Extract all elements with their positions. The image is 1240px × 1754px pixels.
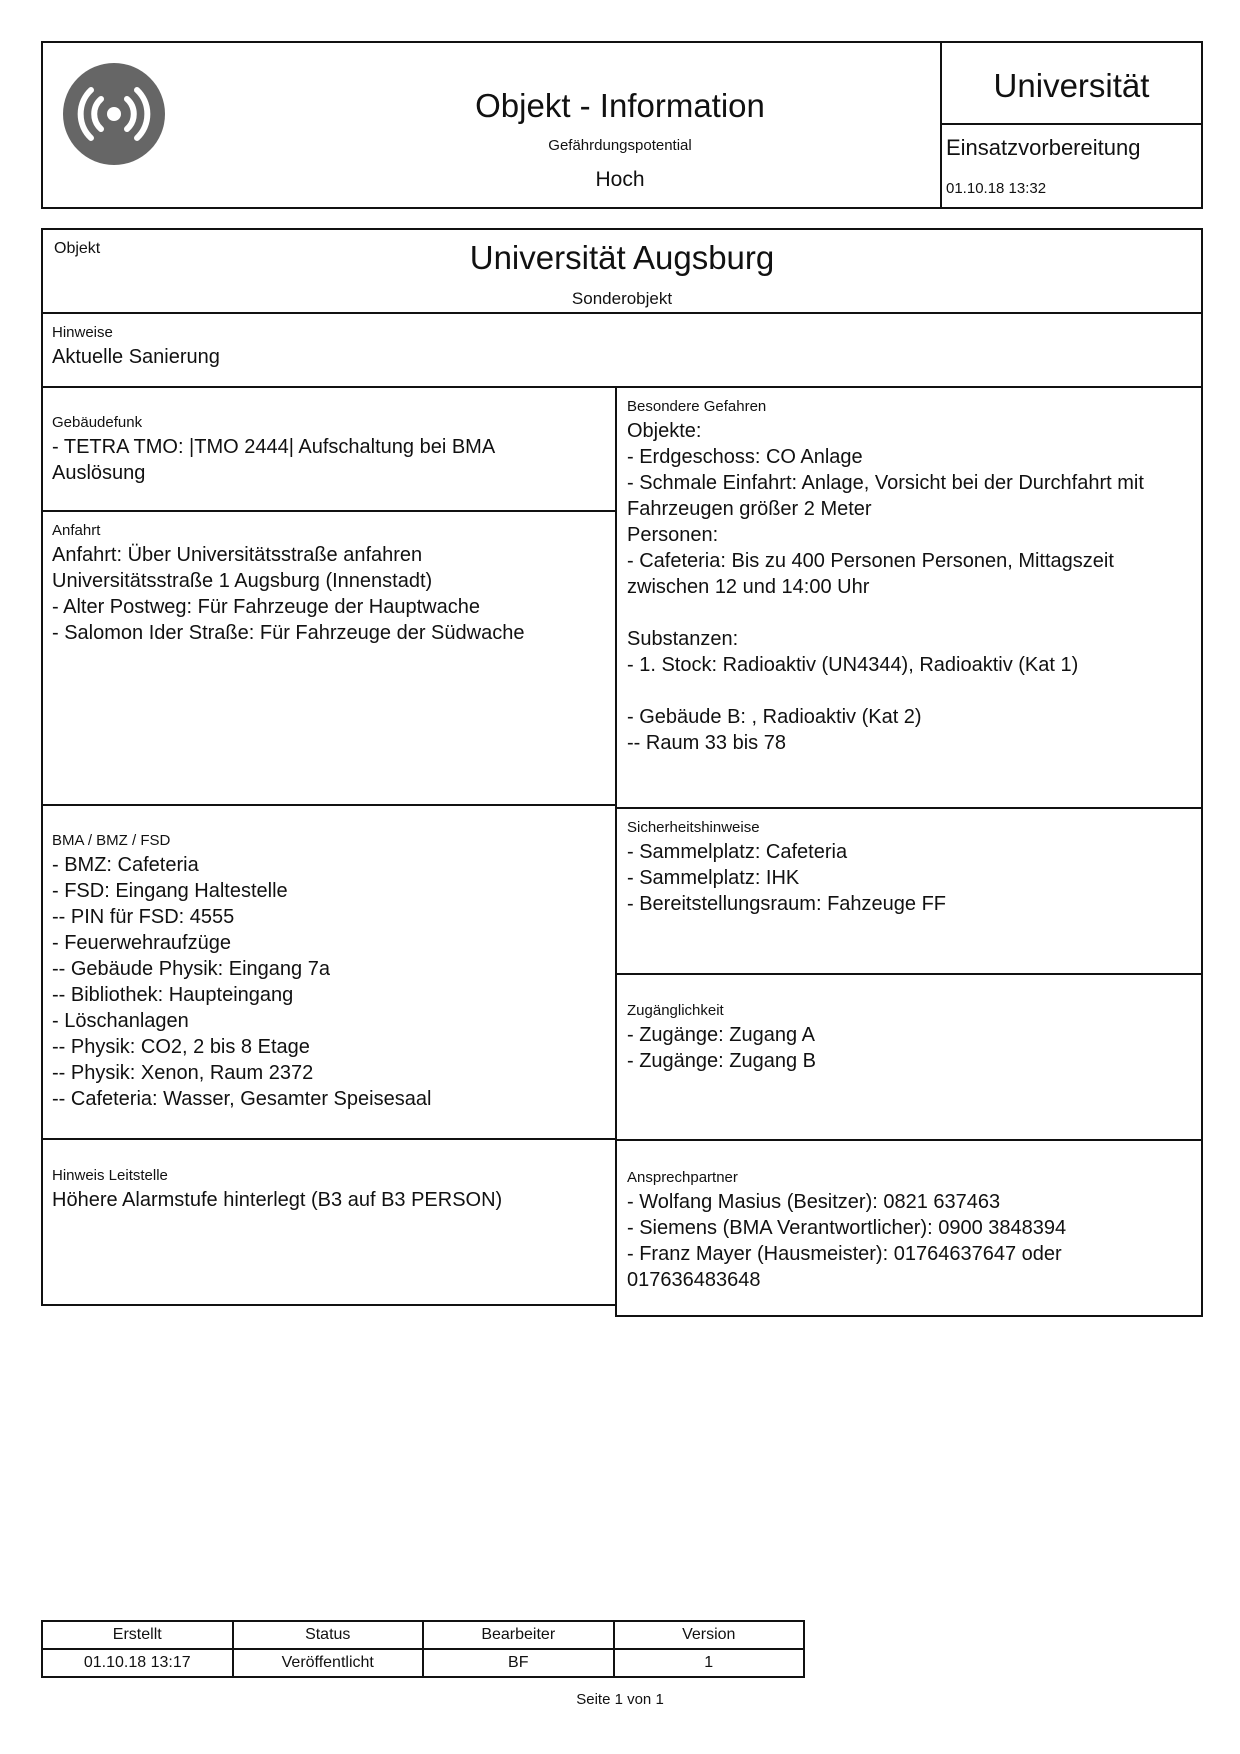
blank-line — [627, 678, 1144, 704]
text-line: - Schmale Einfahrt: Anlage, Vorsicht bei der Durchfahrt mit — [627, 472, 1144, 494]
text-line: - Zugänge: Zugang A — [627, 1024, 815, 1046]
gebaeudefunk-label: Gebäudefunk — [52, 414, 143, 431]
text-line: - 1. Stock: Radioaktiv (UN4344), Radioaktiv (Kat 1) — [627, 654, 1079, 676]
hinweise-text: Aktuelle Sanierung — [52, 346, 220, 368]
text-line: -- Raum 33 bis 78 — [627, 732, 786, 754]
text-line: -- Physik: Xenon, Raum 2372 — [52, 1062, 314, 1084]
text-line: - Sammelplatz: IHK — [627, 867, 800, 889]
table-cell: Veröffentlicht — [233, 1649, 424, 1677]
bma-label: BMA / BMZ / FSD — [52, 832, 171, 849]
object-type: Sonderobjekt — [571, 289, 673, 308]
text-line: Fahrzeugen größer 2 Meter — [627, 498, 872, 520]
text-line: Substanzen: — [627, 628, 739, 650]
zugang-text — [627, 1022, 816, 1074]
sicherheit-text — [627, 839, 946, 917]
text-line: - Gebäude B: , Radioaktiv (Kat 2) — [627, 706, 922, 728]
text-line: 017636483648 — [627, 1269, 761, 1291]
text-line: -- Bibliothek: Haupteingang — [52, 984, 294, 1006]
leitstelle-label: Hinweis Leitstelle — [52, 1167, 168, 1184]
object-name: Universität Augsburg — [469, 239, 775, 276]
text-line: - Löschanlagen — [52, 1010, 189, 1032]
header-datetime: 01.10.18 13:32 — [946, 180, 1047, 197]
table-header: Erstellt — [42, 1621, 233, 1649]
table-row — [42, 1649, 804, 1677]
hinweise-label: Hinweise — [52, 324, 113, 341]
text-line: - Cafeteria: Bis zu 400 Personen Personen, Mittagszeit — [627, 550, 1114, 572]
logo — [63, 63, 165, 165]
meta-table — [41, 1620, 805, 1678]
text-line: - Feuerwehraufzüge — [52, 932, 231, 954]
object-label: Objekt — [54, 240, 101, 257]
table-header: Version — [614, 1621, 805, 1649]
text-line: - Salomon Ider Straße: Für Fahrzeuge der Südwache — [52, 622, 525, 644]
text-line: Universitätsstraße 1 Augsburg (Innenstadt) — [52, 570, 433, 592]
leitstelle-box — [41, 1138, 617, 1306]
text-line: -- Gebäude Physik: Eingang 7a — [52, 958, 330, 980]
header-divider — [940, 123, 1203, 125]
text-line: -- Physik: CO2, 2 bis 8 Etage — [52, 1036, 310, 1058]
text-line: - Alter Postweg: Für Fahrzeuge der Hauptwache — [52, 596, 480, 618]
table-header: Status — [233, 1621, 424, 1649]
text-line: -- Cafeteria: Wasser, Gesamter Speisesaal — [52, 1088, 432, 1110]
blank-line — [627, 600, 1144, 626]
bma-text — [52, 852, 431, 1112]
text-line: - Bereitstellungsraum: Fahzeuge FF — [627, 893, 947, 915]
ansprech-label: Ansprechpartner — [627, 1169, 738, 1186]
text-line: - Wolfang Masius (Besitzer): 0821 637463 — [627, 1191, 1001, 1213]
text-line: Anfahrt: Über Universitätsstraße anfahren — [52, 544, 423, 566]
text-line: - BMZ: Cafeteria — [52, 854, 199, 876]
gebaeudefunk-text — [52, 434, 495, 486]
hazard-value: Hoch — [595, 168, 645, 191]
text-line: Personen: — [627, 524, 719, 546]
anfahrt-text — [52, 542, 524, 646]
gefahren-text — [627, 418, 1144, 756]
text-line: zwischen 12 und 14:00 Uhr — [627, 576, 870, 598]
text-line: - TETRA TMO: |TMO 2444| Aufschaltung bei BMA — [52, 436, 496, 458]
text-line: Objekte: — [627, 420, 702, 442]
text-line: -- PIN für FSD: 4555 — [52, 906, 235, 928]
text-line: - Franz Mayer (Hausmeister): 01764637647 oder — [627, 1243, 1062, 1265]
header-subtitle: Einsatzvorbereitung — [946, 135, 1141, 160]
table-cell: 01.10.18 13:17 — [42, 1649, 233, 1677]
table-row — [42, 1621, 804, 1649]
table-header: Bearbeiter — [423, 1621, 614, 1649]
text-line: - Zugänge: Zugang B — [627, 1050, 817, 1072]
page-title: Objekt - Information — [475, 87, 765, 124]
table-cell: BF — [423, 1649, 614, 1677]
page-number: Seite 1 von 1 — [576, 1691, 664, 1708]
gefahren-label: Besondere Gefahren — [627, 398, 767, 415]
table-cell: 1 — [614, 1649, 805, 1677]
text-line: - FSD: Eingang Haltestelle — [52, 880, 288, 902]
broadcast-signal-icon — [63, 63, 165, 165]
text-line: - Sammelplatz: Cafeteria — [627, 841, 848, 863]
ansprech-text — [627, 1189, 1066, 1293]
zugang-label: Zugänglichkeit — [627, 1002, 724, 1019]
anfahrt-label: Anfahrt — [52, 522, 101, 539]
leitstelle-text: Höhere Alarmstufe hinterlegt (B3 auf B3 PERSON) — [52, 1189, 503, 1211]
text-line: - Siemens (BMA Verantwortlicher): 0900 3848394 — [627, 1217, 1067, 1239]
sicherheit-label: Sicherheitshinweise — [627, 819, 760, 836]
text-line: Auslösung — [52, 462, 146, 484]
hazard-label: Gefährdungspotential — [548, 137, 692, 154]
org-name: Universität — [993, 67, 1150, 104]
text-line: - Erdgeschoss: CO Anlage — [627, 446, 863, 468]
